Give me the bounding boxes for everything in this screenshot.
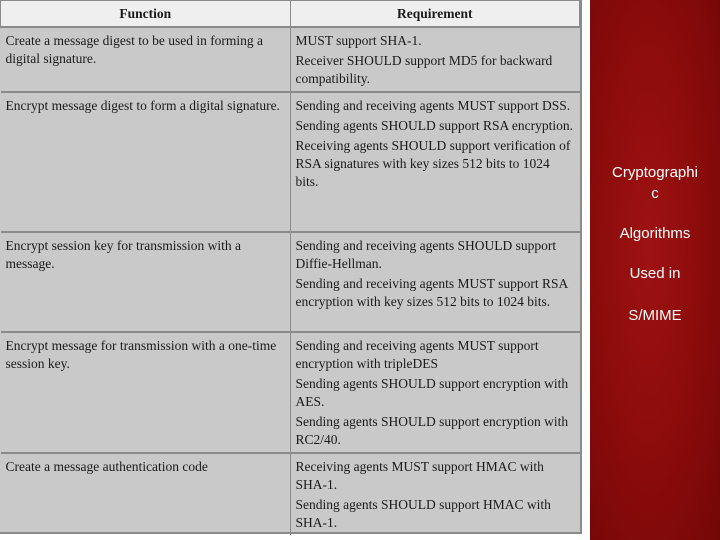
requirement-text: Sending and receiving agents SHOULD support Diffie-Hellman.	[295, 238, 557, 271]
function-cell: Encrypt message digest to form a digital signature.	[1, 92, 291, 232]
requirement-cell	[290, 232, 580, 332]
title-line: S/MIME	[628, 307, 682, 324]
title-line: Used in	[629, 265, 681, 282]
requirement-cell	[290, 92, 580, 232]
table-row	[1, 92, 580, 232]
requirement-column-header: Requirement	[290, 1, 580, 28]
requirement-text: Receiving agents SHOULD support verification of RSA signatures with key sizes 512 bits to 1024 bits.	[295, 138, 571, 189]
requirement-text: Sending agents SHOULD support encryption with RC2/40.	[295, 414, 569, 447]
function-cell: Encrypt session key for transmission with a message.	[1, 232, 291, 332]
requirement-text: Sending agents SHOULD support encryption with AES.	[295, 376, 569, 409]
title-line: Algorithms	[619, 225, 691, 242]
requirement-cell	[290, 332, 580, 453]
function-cell: Encrypt message for transmission with a one-time session key.	[1, 332, 291, 453]
function-cell: Create a message authentication code	[1, 453, 291, 535]
requirement-cell	[290, 27, 580, 92]
table-row	[1, 332, 580, 453]
table-row	[1, 232, 580, 332]
function-column-header: Function	[1, 1, 291, 28]
title-panel	[590, 0, 720, 540]
requirement-text: Sending and receiving agents MUST support encryption with tripleDES	[295, 338, 539, 371]
requirement-text: Receiver SHOULD support MD5 for backward compatibility.	[295, 53, 553, 86]
table-row	[1, 453, 580, 535]
title-line: c	[651, 185, 659, 202]
requirement-text: Sending and receiving agents MUST support DSS.	[295, 98, 571, 113]
requirement-text: MUST support SHA-1.	[295, 33, 422, 48]
function-cell: Create a message digest to be used in forming a digital signature.	[1, 27, 291, 92]
requirement-cell	[290, 453, 580, 535]
table-row	[1, 27, 580, 92]
requirement-text: Sending agents SHOULD support RSA encryption.	[295, 118, 573, 133]
requirement-text: Receiving agents MUST support HMAC with SHA-1.	[295, 459, 544, 492]
title-line: Cryptographi	[612, 164, 698, 181]
requirement-text: Sending and receiving agents MUST support RSA encryption with key sizes 512 bits to 1024 bits.	[295, 276, 568, 309]
requirement-text: Sending agents SHOULD support HMAC with SHA-1.	[295, 497, 551, 530]
table-header-row	[1, 1, 580, 28]
